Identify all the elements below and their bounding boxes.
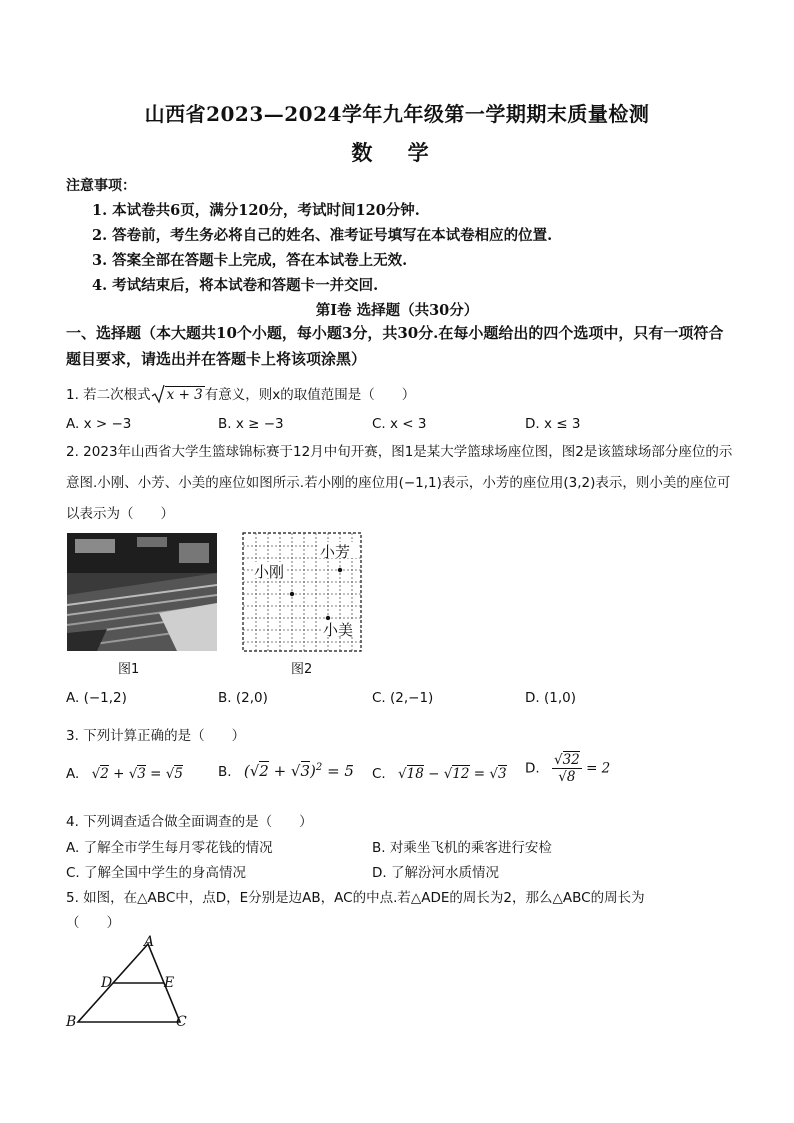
point-e-label: E (164, 975, 175, 991)
part-instructions: 一、选择题（本大题共10个小题，每小题3分，共30分.在每小题给出的四个选项中，只有一项符合题目要求，请选出并在答题卡上将该项涂黑） (66, 324, 724, 368)
q1-option-b: B. x ≥ −3 (218, 416, 284, 432)
radicand: x + 3 (166, 387, 203, 403)
exam-title: 山西省2023—2024学年九年级第一学期期末质量检测 (144, 102, 650, 126)
q2-option-a: A. (−1,2) (66, 690, 127, 706)
q3-option-a: A. √2 + √3 = √5 (66, 766, 183, 782)
q4-option-d: D. 了解汾河水质情况 (372, 865, 499, 881)
notice-item: 4. 考试结束后，将本试卷和答题卡一并交回. (92, 277, 379, 294)
q1-option-a: A. x > −3 (66, 416, 132, 432)
figure-1-stadium (67, 533, 217, 651)
q3-option-d: D. $\frac{√32}{√8}$ = 2 (525, 752, 611, 785)
figure-1-caption: 图1 (118, 662, 140, 677)
q4-option-a: A. 了解全市学生每月零花钱的情况 (66, 840, 273, 856)
point-a-label: A (144, 934, 155, 950)
q4-option-c: C. 了解全国中学生的身高情况 (66, 865, 247, 881)
q3-option-b: B. $(√2 + √3)^2 = 5$ (218, 762, 354, 780)
q1-option-c: C. x < 3 (372, 416, 427, 432)
label-xiaogang: 小刚 (254, 563, 285, 581)
fraction: $\frac{√32}{√8}$ (553, 752, 580, 785)
sqrt-sign (151, 384, 165, 404)
point-b-label: B (66, 1014, 77, 1030)
q4-option-b: B. 对乘坐飞机的乘客进行安检 (372, 840, 552, 856)
q3-option-c: C. √18 − √12 = √3 (372, 766, 507, 782)
point-d-label: D (101, 975, 113, 991)
notice-item: 1. 本试卷共6页，满分120分，考试时间120分钟. (92, 202, 420, 219)
q2-option-c: C. (2,−1) (372, 690, 434, 706)
notice-item: 3. 答案全部在答题卡上完成，答在本试卷上无效. (92, 252, 408, 269)
figure-2-caption: 图2 (291, 662, 313, 677)
xiaofang-seat (338, 568, 342, 572)
point-c-label: C (176, 1014, 187, 1030)
subject-title: 数 学 (351, 140, 443, 165)
notice-item: 2. 答卷前，考生务必将自己的姓名、准考证号填写在本试卷相应的位置. (92, 227, 553, 244)
q1-option-d: D. x ≤ 3 (525, 416, 581, 432)
q2-option-b: B. (2,0) (218, 690, 268, 706)
question-5-stem: 5. 如图，在△ABC中，点D，E分别是边AB，AC的中点.若△ADE的周长为2，那么△ABC的周长为 (66, 890, 645, 906)
question-5-paren: （ ） (66, 915, 120, 931)
section-heading: 第Ⅰ卷 选择题（共30分） (315, 302, 479, 319)
notice-heading: 注意事项： (66, 178, 136, 194)
question-3-stem: 3. 下列计算正确的是（ ） (66, 728, 246, 744)
question-4-stem: 4. 下列调查适合做全面调查的是（ ） (66, 814, 313, 830)
question-2-stem: 2. 2023年山西省大学生篮球锦标赛于12月中旬开赛，图1是某大学篮球场座位图，图2是该篮球场部分座位的示意图.小刚、小芳、小美的座位如图所示.若小刚的座位用(−1,1)表示，小芳的座位用(3,2)表示，则小美的座位可以表示为（ ） (66, 444, 733, 522)
label-xiaofang: 小芳 (320, 543, 351, 561)
question-1-stem: 1. 若二次根式 x + 3 有意义，则x的取值范围是（ ） (66, 383, 415, 404)
q2-option-d: D. (1,0) (525, 690, 576, 706)
label-xiaomei: 小美 (323, 621, 354, 639)
xiaogang-seat (290, 592, 294, 596)
